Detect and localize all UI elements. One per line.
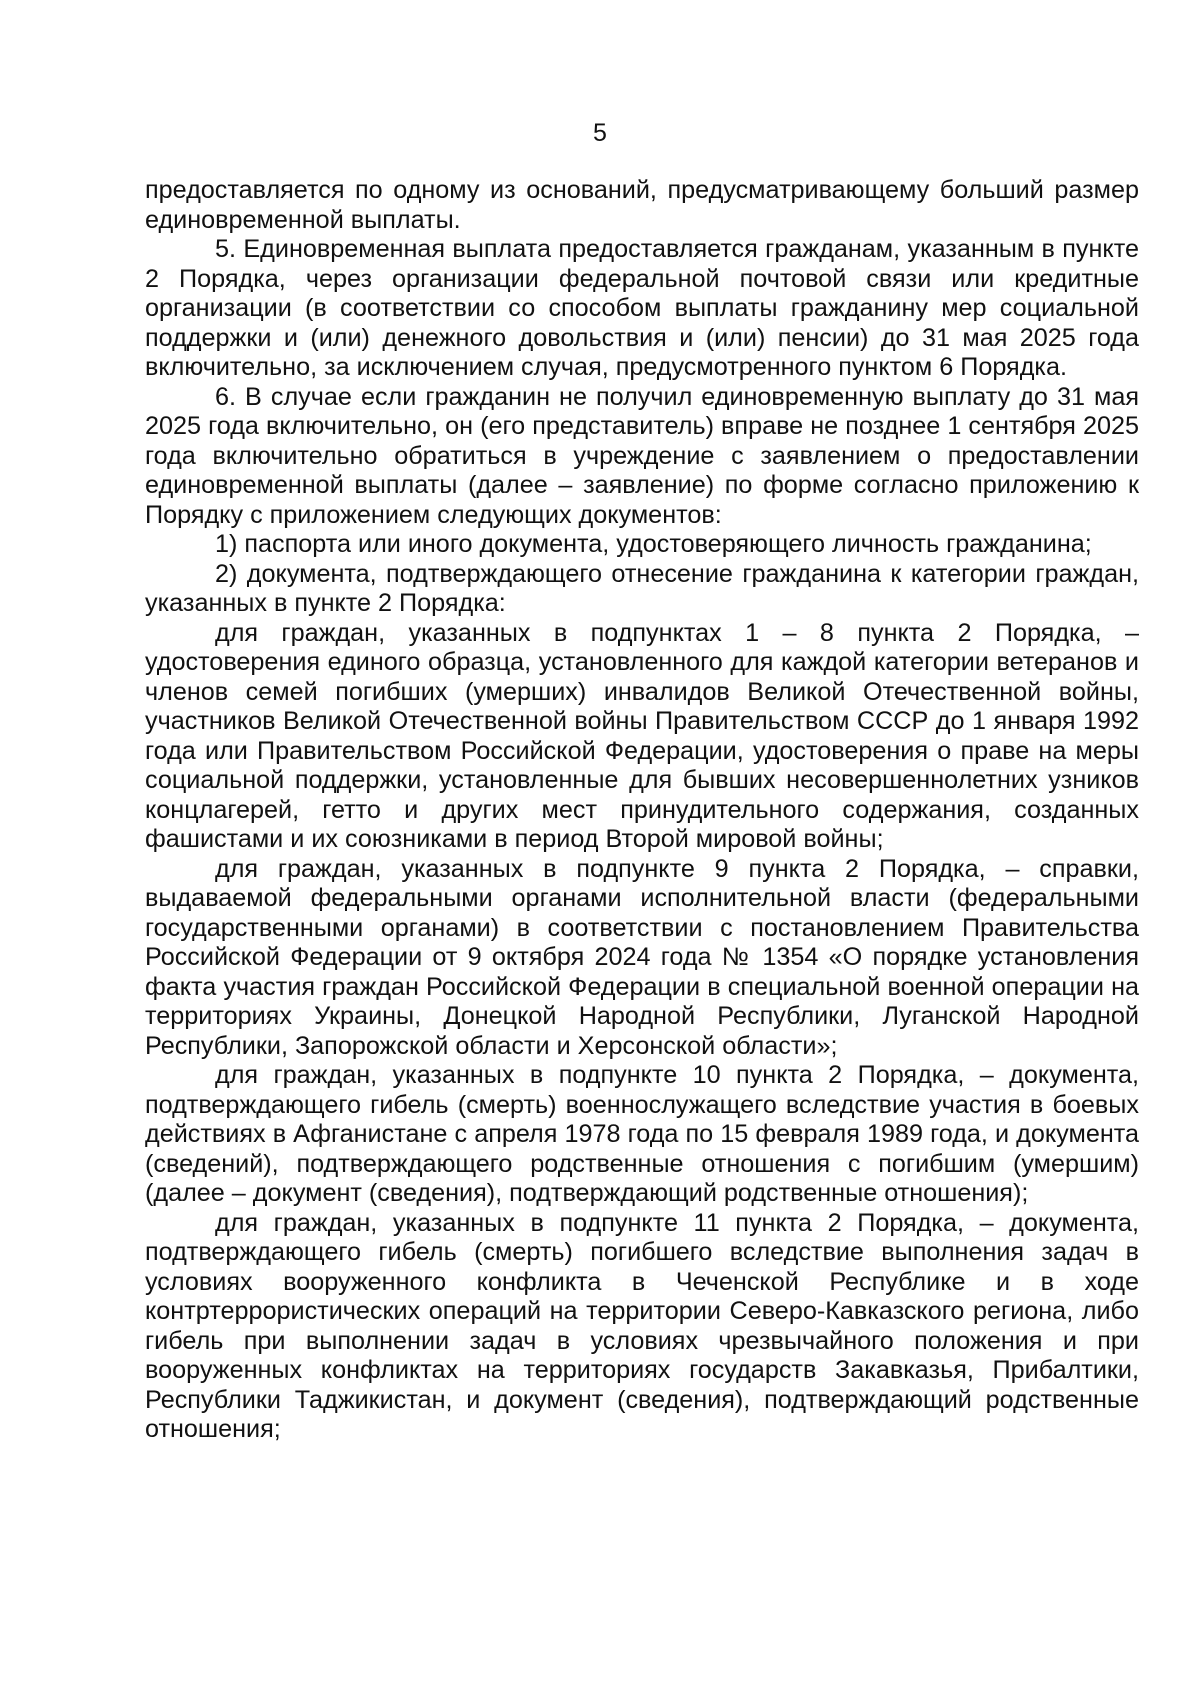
paragraph-subpoint-10: для граждан, указанных в подпункте 10 пункта 2 Порядка, – документа, подтверждающего гибель (смерть) военнослужащего вследствие участия в боевых действиях в Афганистане с апреля 1978 года по 15 февраля 1989 года, и документа (сведений), подтверждающего родственные отношения с погибшим (умершим) (далее – документ (сведения), подтверждающий родственные отношения);	[145, 1061, 1139, 1207]
paragraph-continuation: предоставляется по одному из оснований, предусматривающему больший размер единовременной выплаты.	[145, 176, 1139, 234]
paragraph-subpoints-1-8: для граждан, указанных в подпунктах 1 – 8 пункта 2 Порядка, – удостоверения единого образца, установленного для каждой категории ветеранов и членов семей погибших (умерших) инвалидов Великой Отечественной войны, участников Великой Отечественной войны Правительством СССР до 1 января 1992 года или Правительством Российской Федерации, удостоверения о праве на меры социальной поддержки, установленные для бывших несовершеннолетних узников концлагерей, гетто и других мест принудительного содержания, созданных фашистами и их союзниками в период Второй мировой войны;	[145, 618, 1139, 853]
paragraph-item-5: 5. Единовременная выплата предоставляется гражданам, указанным в пункте 2 Порядка, через организации федеральной почтовой связи или кредитные организации (в соответствии со способом выплаты гражданину мер социальной поддержки и (или) денежного довольствия и (или) пенсии) до 31 мая 2025 года включительно, за исключением случая, предусмотренного пунктом 6 Порядка.	[145, 235, 1139, 381]
page-number: 5	[593, 119, 607, 147]
paragraph-item-6: 6. В случае если гражданин не получил единовременную выплату до 31 мая 2025 года включительно, он (его представитель) вправе не позднее 1 сентября 2025 года включительно обратиться в учреждение с заявлением о предоставлении единовременной выплаты (далее – заявление) по форме согласно приложению к Порядку с приложением следующих документов:	[145, 382, 1139, 529]
paragraph-subitem-1: 1) паспорта или иного документа, удостоверяющего личность гражданина;	[215, 530, 1092, 558]
paragraph-subpoint-11: для граждан, указанных в подпункте 11 пункта 2 Порядка, – документа, подтверждающего гибель (смерть) погибшего вследствие выполнения задач в условиях вооруженного конфликта в Чеченской Республике и в ходе контртеррористических операций на территории Северо-Кавказского региона, либо гибель при выполнении задач в условиях чрезвычайного положения и при вооруженных конфликтах на территориях государств Закавказья, Прибалтики, Республики Таджикистан, и документ (сведения), подтверждающий родственные отношения;	[145, 1208, 1139, 1443]
paragraph-subitem-2: 2) документа, подтверждающего отнесение гражданина к категории граждан, указанных в пункте 2 Порядка:	[145, 559, 1139, 617]
body-text	[145, 176, 1139, 1445]
paragraph-subpoint-9: для граждан, указанных в подпункте 9 пункта 2 Порядка, – справки, выдаваемой федеральными органами исполнительной власти (федеральными государственными органами) в соответствии с постановлением Правительства Российской Федерации от 9 октября 2024 года № 1354 «О порядке установления факта участия граждан Российской Федерации в специальной военной операции на территориях Украины, Донецкой Народной Республики, Луганской Народной Республики, Запорожской области и Херсонской области»;	[145, 854, 1139, 1060]
